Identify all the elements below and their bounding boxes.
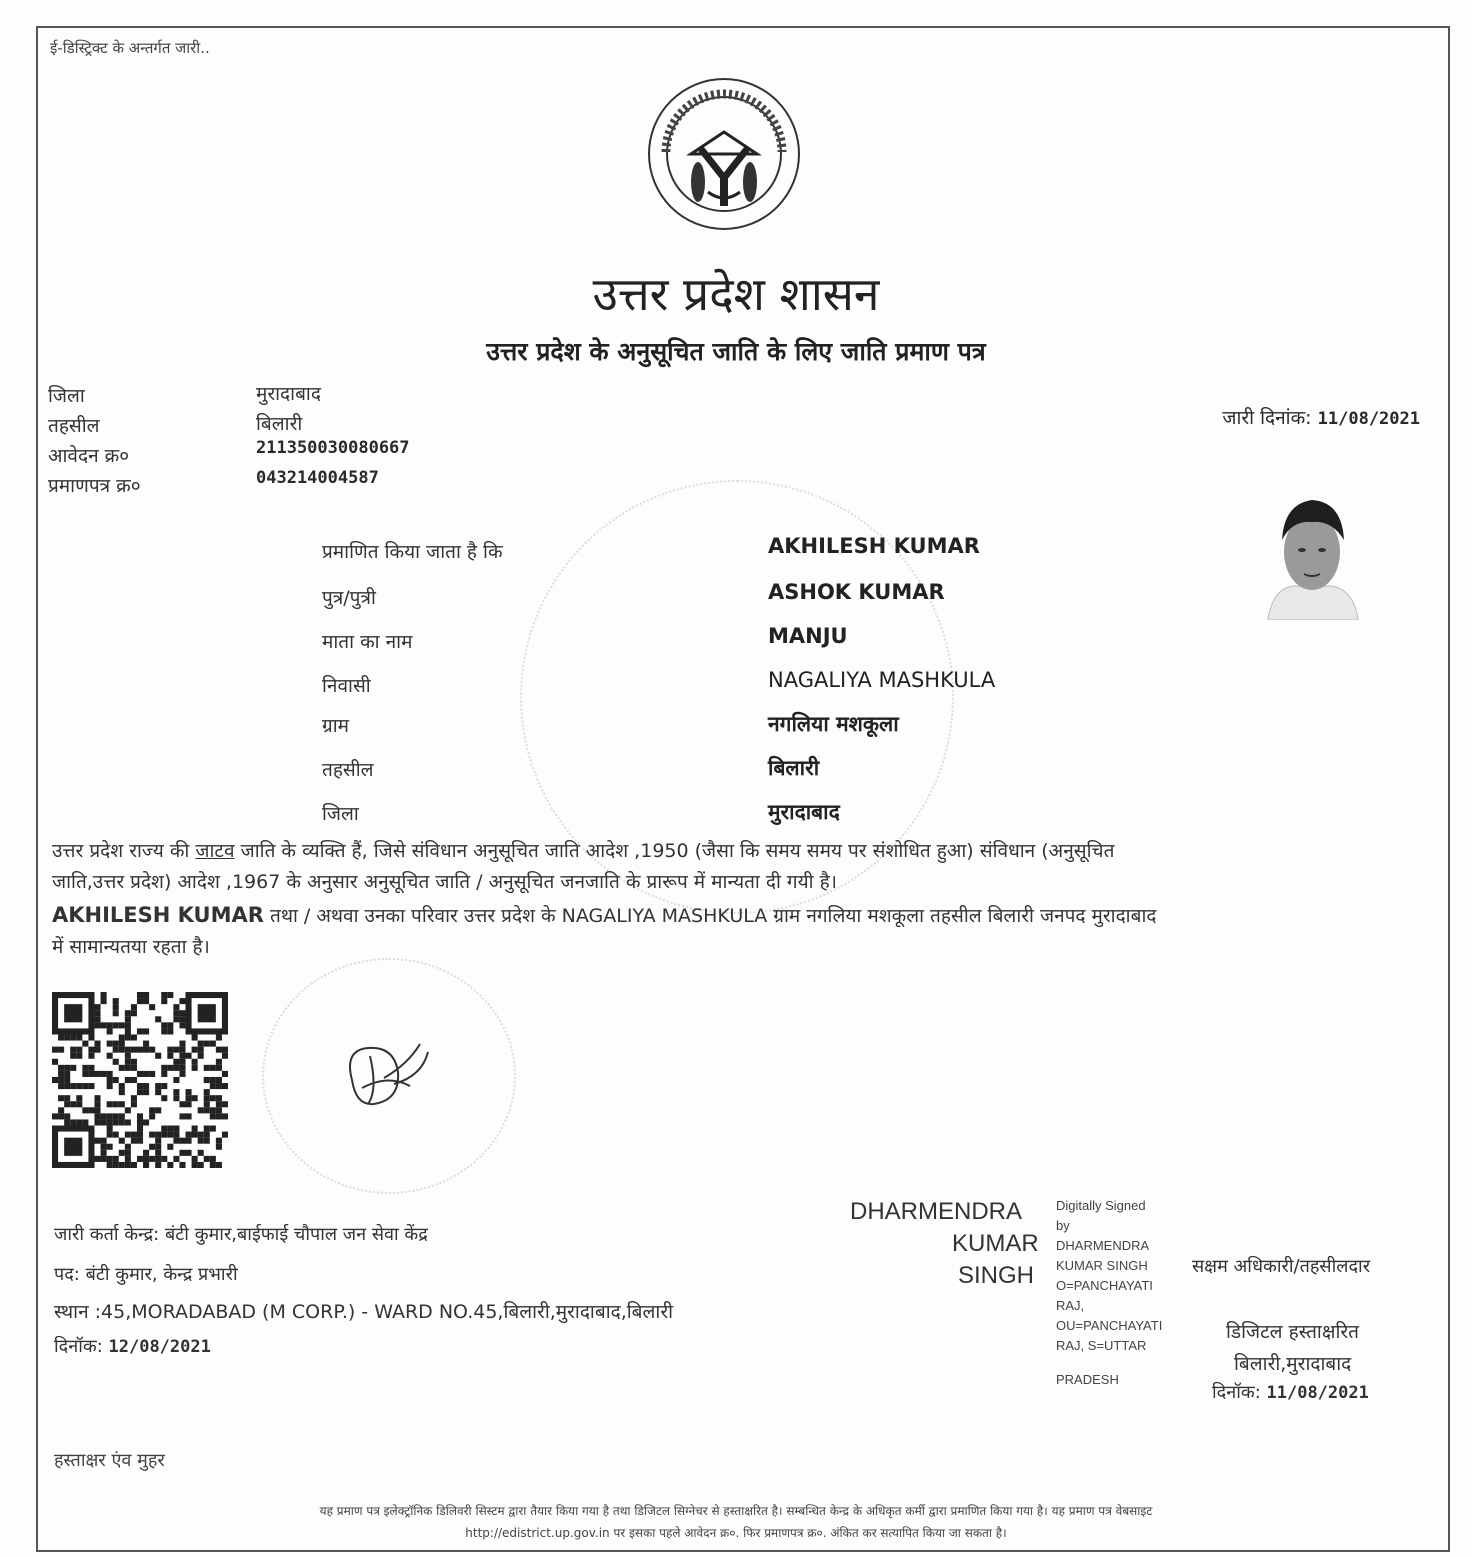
details-tehsil-label: तहसील bbox=[322, 759, 374, 781]
details-village-value: नगलिया मशकूला bbox=[768, 712, 899, 736]
ds-line: KUMAR SINGH bbox=[1056, 1258, 1148, 1273]
signature-date-label: दिनॉक: bbox=[1212, 1382, 1261, 1403]
ds-line: RAJ, bbox=[1056, 1298, 1085, 1313]
application-label: आवेदन क्र० bbox=[48, 445, 130, 467]
caste-statement-c: जाति,उत्तर प्रदेश) आदेश ,1967 के अनुसार अनुसूचित जाति / अनुसूचित जनजाति के प्रारूप में मान्यता दी गयी है। bbox=[52, 871, 837, 893]
caste-statement bbox=[52, 836, 1432, 898]
application-number: 211350030080667 bbox=[256, 438, 410, 458]
details-district-label: जिला bbox=[322, 803, 359, 825]
caste-statement-a: उत्तर प्रदेश राज्य की bbox=[52, 840, 190, 862]
signature-seal-label: हस्ताक्षर एंव मुहर bbox=[54, 1450, 165, 1471]
details-resident-value: NAGALIYA MASHKULA bbox=[768, 668, 996, 692]
handwritten-signature bbox=[338, 1030, 438, 1126]
issuer-date bbox=[54, 1334, 211, 1358]
signer-name-line3: SINGH bbox=[958, 1262, 1035, 1289]
issuer-place: स्थान :45,MORADABAD (M CORP.) - WARD NO.45,बिलारी,मुरादाबाद,बिलारी bbox=[54, 1301, 674, 1323]
details-certified-label: प्रमाणित किया जाता है कि bbox=[322, 541, 503, 563]
district-label: जिला bbox=[48, 385, 85, 407]
tehsil-label: तहसील bbox=[48, 415, 100, 437]
caste-statement-b: जाति के व्यक्ति हैं, जिसे संविधान अनुसूचित जाति आदेश ,1950 (जैसा कि समय समय पर संशोधित हुआ) संविधान (अनुसूचित bbox=[240, 840, 1115, 862]
office-place: बिलारी,मुरादाबाद bbox=[1234, 1353, 1352, 1375]
ds-line: OU=PANCHAYATI bbox=[1056, 1318, 1163, 1333]
up-government-emblem-icon bbox=[646, 74, 802, 234]
ds-line: O=PANCHAYATI bbox=[1056, 1278, 1153, 1293]
issuing-centre: जारी कर्ता केन्द्र: बंटी कुमार,बाईफाई चौपाल जन सेवा केंद्र bbox=[54, 1224, 428, 1245]
certificate-number: 043214004587 bbox=[256, 468, 379, 488]
details-mother-label: माता का नाम bbox=[322, 631, 413, 653]
tehsil-value: बिलारी bbox=[256, 413, 303, 435]
certificate-label: प्रमाणपत्र क्र० bbox=[48, 475, 141, 497]
details-parent-value: ASHOK KUMAR bbox=[768, 580, 945, 604]
signature-date bbox=[1212, 1380, 1369, 1404]
officer-designation: सक्षम अधिकारी/तहसीलदार bbox=[1192, 1256, 1371, 1277]
details-name-value: AKHILESH KUMAR bbox=[768, 534, 980, 558]
ds-line: RAJ, S=UTTAR bbox=[1056, 1338, 1147, 1353]
issue-date-label: जारी दिनांक: bbox=[1222, 407, 1312, 429]
caste-name: जाटव bbox=[195, 840, 235, 862]
footer-note-line2: http://edistrict.up.gov.in पर इसका पहले आवेदन क्र०. फिर प्रमाणपत्र क्र०. अंकित कर सत्यापित किया जा सकता है। bbox=[465, 1526, 1007, 1540]
issuer-post: पद: बंटी कुमार, केन्द्र प्रभारी bbox=[54, 1264, 238, 1285]
residence-statement-a: तथा / अथवा उनका परिवार उत्तर प्रदेश के NAGALIYA MASHKULA ग्राम नगलिया मशकूला तहसील बिलारी जनपद मुरादाबाद bbox=[269, 905, 1157, 927]
residence-person-name: AKHILESH KUMAR bbox=[52, 903, 264, 927]
details-parent-label: पुत्र/पुत्री bbox=[322, 587, 376, 609]
signature-date-value: 11/08/2021 bbox=[1266, 1383, 1369, 1403]
district-value: मुरादाबाद bbox=[256, 383, 321, 405]
ds-line: PRADESH bbox=[1056, 1372, 1119, 1387]
digital-signature-details bbox=[1056, 1196, 1162, 1390]
certificate-subtitle: उत्तर प्रदेश के अनुसूचित जाति के लिए जाति प्रमाण पत्र bbox=[486, 337, 986, 366]
residence-statement bbox=[52, 900, 1432, 963]
ds-line: Digitally Signed bbox=[1056, 1198, 1146, 1213]
ds-line: by bbox=[1056, 1218, 1070, 1233]
details-district-value: मुरादाबाद bbox=[768, 800, 840, 824]
applicant-photo bbox=[1262, 490, 1362, 620]
digitally-signed-label: डिजिटल हस्ताक्षरित bbox=[1226, 1321, 1359, 1343]
details-tehsil-value: बिलारी bbox=[768, 756, 820, 780]
signer-name-line1: DHARMENDRA bbox=[850, 1198, 1023, 1225]
residence-statement-b: में सामान्यतया रहता है। bbox=[52, 936, 210, 958]
issuer-date-label: दिनॉक: bbox=[54, 1336, 103, 1357]
header-note: ई-डिस्ट्रिक्ट के अन्तर्गत जारी.. bbox=[50, 39, 210, 57]
issue-date-value: 11/08/2021 bbox=[1317, 409, 1420, 429]
footer-note-line1: यह प्रमाण पत्र इलेक्ट्रॉनिक डिलिवरी सिस्टम द्वारा तैयार किया गया है तथा डिजिटल सिग्नेचर से हस्ताक्षरित है। सम्बन्धित केन्द्र के अधिकृत कर्मी द्वारा प्रमाणित किया गया है। यह प्रमाण पत्र वेबसाइट bbox=[319, 1504, 1153, 1518]
issue-date bbox=[1222, 404, 1420, 430]
qr-code bbox=[52, 992, 228, 1168]
details-resident-label: निवासी bbox=[322, 675, 371, 697]
page-title: उत्तर प्रदेश शासन bbox=[592, 267, 880, 321]
ds-line: DHARMENDRA bbox=[1056, 1238, 1150, 1253]
signer-name-line2: KUMAR bbox=[952, 1230, 1039, 1257]
details-village-label: ग्राम bbox=[322, 715, 349, 737]
details-mother-value: MANJU bbox=[768, 624, 848, 648]
issuer-date-value: 12/08/2021 bbox=[108, 1337, 211, 1357]
